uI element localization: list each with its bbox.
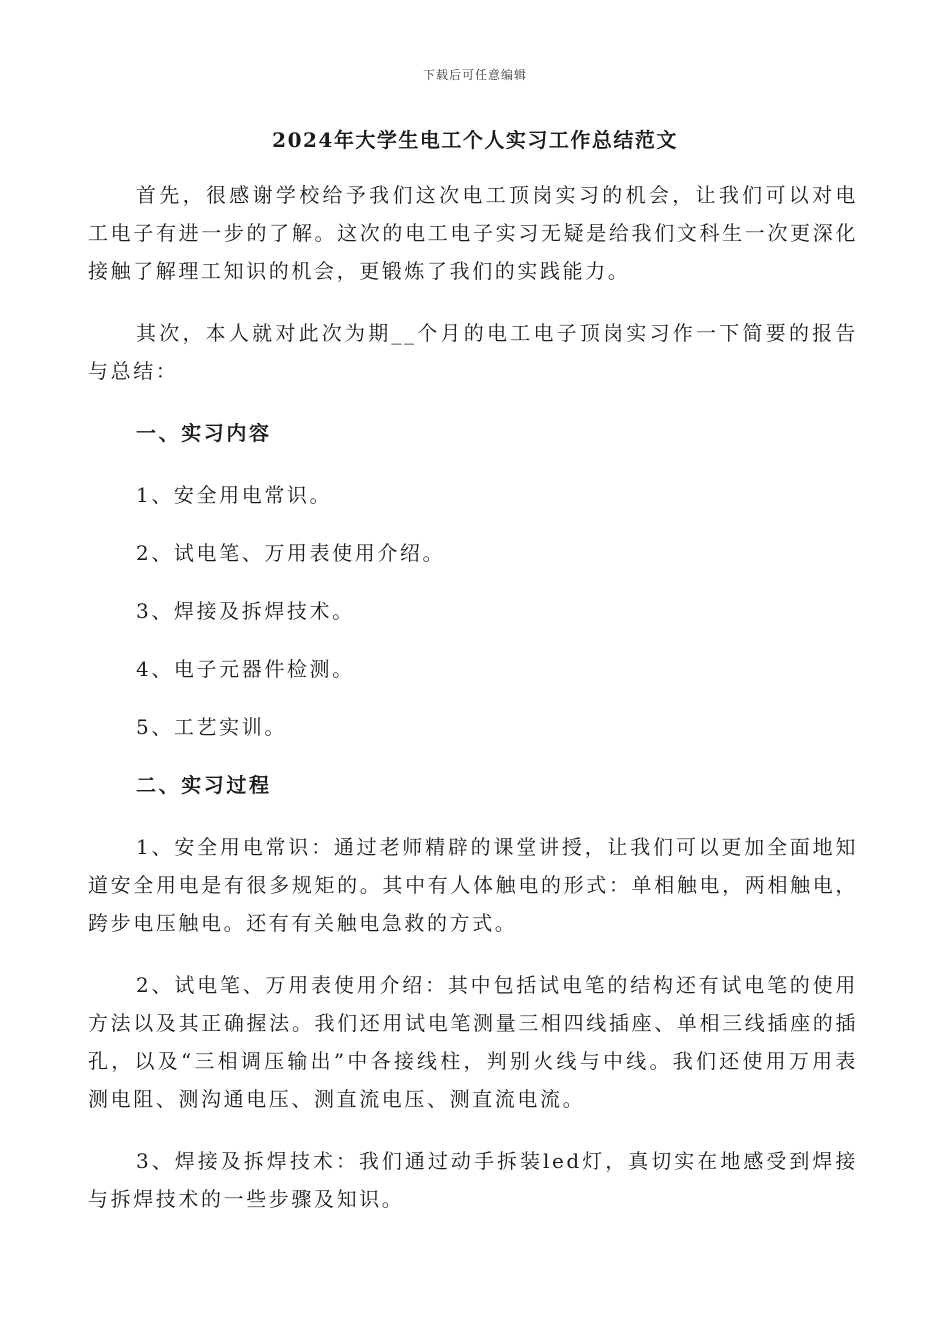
document-body [88,176,858,1242]
section-heading-content: 一、实习内容 [136,421,272,445]
header-note: 下载后可任意编辑 [422,68,527,82]
process-paragraph: 1、安全用电常识：通过老师精辟的课堂讲授，让我们可以更加全面地知道安全用电是有很多规矩的。其中有人体触电的形式：单相触电，两相触电，跨步电压触电。还有有关触电急救的方式。 [88,835,858,935]
intro-paragraph-1: 首先，很感谢学校给予我们这次电工顶岗实习的机会，让我们可以对电工电子有进一步的了解。这次的电工电子实习无疑是给我们文科生一次更深化接触了解理工知识的机会，更锻炼了我们的实践能力。 [88,183,858,283]
content-list-item: 4、电子元器件检测。 [136,657,355,681]
content-list-item: 5、工艺实训。 [136,715,287,739]
section-heading-process: 二、实习过程 [136,773,272,797]
content-list-item: 1、安全用电常识。 [136,483,333,507]
process-paragraph: 3、焊接及拆焊技术：我们通过动手拆装led灯，真切实在地感受到焊接与拆焊技术的一些步骤及知识。 [88,1149,858,1211]
process-paragraph: 2、试电笔、万用表使用介绍：其中包括试电笔的结构还有试电笔的使用方法以及其正确握法。我们还用试电笔测量三相四线插座、单相三线插座的插孔，以及“三相调压输出”中各接线柱，判别火线与中线。我们还使用万用表测电阻、测沟通电压、测直流电压、测直流电流。 [88,973,858,1111]
intro-paragraph-2: 其次，本人就对此次为期__个月的电工电子顶岗实习作一下简要的报告与总结： [88,321,858,383]
document-title: 2024年大学生电工个人实习工作总结范文 [272,128,678,152]
content-list-item: 2、试电笔、万用表使用介绍。 [136,541,446,565]
content-list-item: 3、焊接及拆焊技术。 [136,599,355,623]
